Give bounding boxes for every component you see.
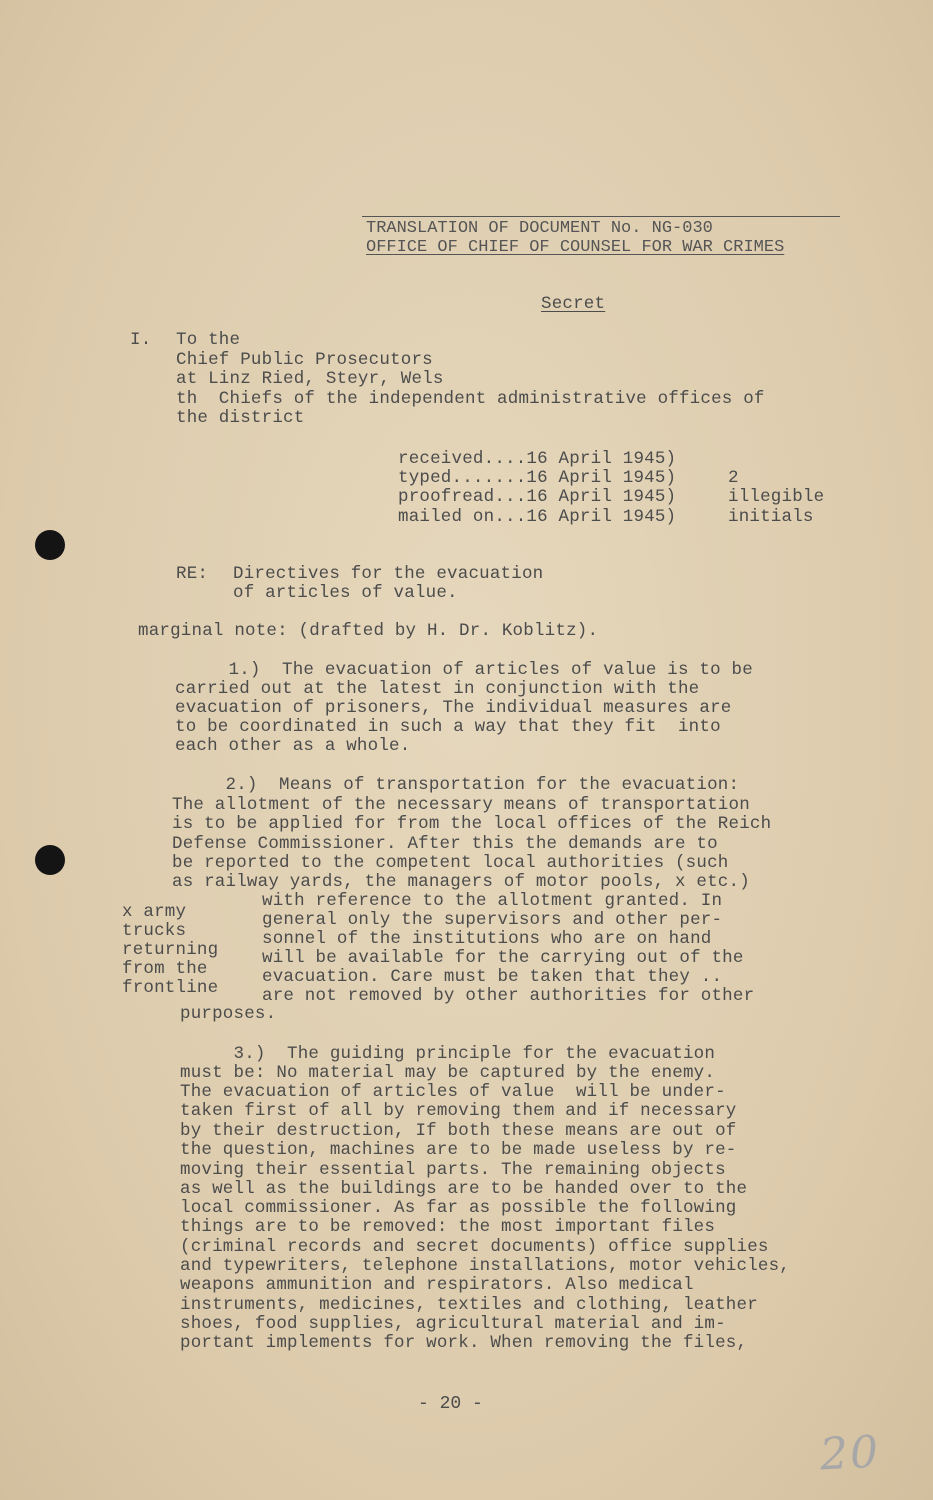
paragraph-line: instruments, medicines, textiles and clothing, leather — [180, 1295, 758, 1315]
routing-note: illegible — [728, 487, 825, 507]
address-line: th Chiefs of the independent administrative offices of — [176, 389, 765, 409]
address-line: the district — [176, 408, 305, 428]
header-rule — [362, 216, 840, 217]
paragraph-line: The evacuation of articles of value will be under- — [180, 1082, 726, 1102]
punch-hole — [35, 845, 65, 875]
paragraph-line: evacuation. Care must be taken that they .. — [262, 967, 723, 987]
paragraph-line: portant implements for work. When removing the files, — [180, 1333, 748, 1353]
margin-note-line: x army — [122, 902, 187, 922]
paragraph-line: 3.) The guiding principle for the evacuation — [180, 1044, 716, 1064]
paragraph-line: each other as a whole. — [175, 736, 411, 756]
paragraph-line: shoes, food supplies, agricultural material and im- — [180, 1314, 726, 1334]
subject-line: Directives for the evacuation — [233, 564, 544, 584]
margin-note-line: from the — [122, 959, 208, 979]
punch-hole — [35, 530, 65, 560]
paragraph-line: general only the supervisors and other per- — [262, 910, 723, 930]
routing-line: typed.......16 April 1945) — [398, 468, 677, 488]
paragraph-line: 2.) Means of transportation for the evacuation: — [172, 775, 740, 795]
paragraph-line: local commissioner. As far as possible the following — [180, 1198, 737, 1218]
subject-line: of articles of value. — [233, 583, 458, 603]
paragraph-line: by their destruction, If both these means are out of — [180, 1121, 737, 1141]
address-line: Chief Public Prosecutors — [176, 350, 433, 370]
paragraph-line: will be available for the carrying out of the — [262, 948, 744, 968]
address-line: at Linz Ried, Steyr, Wels — [176, 369, 444, 389]
classification-label: Secret — [541, 294, 606, 314]
margin-note-line: returning — [122, 940, 219, 960]
address-line: To the — [176, 330, 241, 350]
routing-line: received....16 April 1945) — [398, 449, 677, 469]
paragraph-line: as railway yards, the managers of motor pools, x etc.) — [172, 872, 750, 892]
header-line-2: OFFICE OF CHIEF OF COUNSEL FOR WAR CRIMES — [366, 238, 785, 257]
paragraph-line: purposes. — [180, 1004, 277, 1024]
paragraph-line: 1.) The evacuation of articles of value is to be — [175, 660, 753, 680]
section-numeral: I. — [130, 330, 152, 350]
paragraph-line: the question, machines are to be made useless by re- — [180, 1140, 737, 1160]
paragraph-line: sonnel of the institutions who are on hand — [262, 929, 712, 949]
paragraph-line: taken first of all by removing them and if necessary — [180, 1101, 737, 1121]
paragraph-line: be reported to the competent local authorities (such — [172, 853, 729, 873]
margin-note-line: frontline — [122, 978, 219, 998]
margin-note-line: trucks — [122, 921, 187, 941]
subject-label: RE: — [176, 564, 209, 584]
paragraph-line: weapons ammunition and respirators. Also medical — [180, 1275, 694, 1295]
page-number: - 20 - — [418, 1394, 483, 1414]
routing-line: proofread...16 April 1945) — [398, 487, 677, 507]
paragraph-line: are not removed by other authorities for other — [262, 986, 755, 1006]
marginal-note: marginal note: (drafted by H. Dr. Koblitz). — [138, 621, 599, 641]
paragraph-line: carried out at the latest in conjunction with the — [175, 679, 700, 699]
paragraph-line: to be coordinated in such a way that they fit into — [175, 717, 721, 737]
routing-note: initials — [728, 507, 814, 527]
paragraph-line: and typewriters, telephone installations, motor vehicles, — [180, 1256, 790, 1276]
paragraph-line: is to be applied for from the local offices of the Reich — [172, 814, 772, 834]
paragraph-line: as well as the buildings are to be handed over to the — [180, 1179, 748, 1199]
header-line-1: TRANSLATION OF DOCUMENT No. NG-030 — [366, 219, 713, 238]
paragraph-line: moving their essential parts. The remaining objects — [180, 1160, 726, 1180]
handwritten-page-number: 20 — [818, 1426, 882, 1481]
paragraph-line: with reference to the allotment granted. In — [262, 891, 723, 911]
paragraph-line: The allotment of the necessary means of transportation — [172, 795, 750, 815]
routing-line: mailed on...16 April 1945) — [398, 507, 677, 527]
paragraph-line: must be: No material may be captured by the enemy. — [180, 1063, 716, 1083]
paragraph-line: (criminal records and secret documents) office supplies — [180, 1237, 769, 1257]
paragraph-line: evacuation of prisoners, The individual measures are — [175, 698, 732, 718]
routing-note: 2 — [728, 468, 739, 488]
paragraph-line: Defense Commissioner. After this the demands are to — [172, 834, 718, 854]
paragraph-line: things are to be removed: the most important files — [180, 1217, 716, 1237]
